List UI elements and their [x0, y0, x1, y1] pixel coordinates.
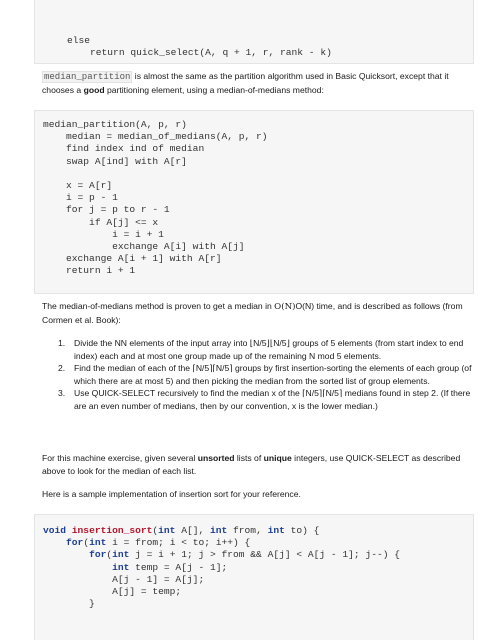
code-line: i = p - 1: [43, 192, 118, 204]
inline-code-median-partition: median_partition: [44, 72, 131, 82]
code-line: exchange A[i] with A[j]: [43, 240, 245, 252]
list-item: 1. Divide the NN elements of the input array into ⌊N/5⌋⌊N/5⌋ groups of 5 elements (from start index to end index) each and at most one group made up of the remaining N mod 5 elements.: [58, 338, 464, 361]
sample-intro: Here is a sample implementation of insertion sort for your reference.: [42, 489, 301, 499]
code-line: }: [43, 598, 95, 610]
list-item: 3. Use QUICK-SELECT recursively to find the median x of the ⌈N/5⌉⌈N/5⌉ medians found in step 2. (If there are an even number of medians, then by our convention, x is the lower median.): [58, 388, 471, 411]
code-line: if A[j] <= x: [43, 216, 159, 228]
code-line: swap A[ind] with A[r]: [43, 155, 187, 167]
code-block-quick-select-tail: [34, 0, 474, 64]
exercise-paragraph: For this machine exercise, given several unsorted lists of unique integers, use QUICK-SELECT as described above to look for the median of each list.: [42, 453, 461, 476]
math-big-o: O(N): [274, 302, 296, 312]
code-line: median_partition(A, p, r): [43, 119, 187, 130]
median-of-medians-intro: The median-of-medians method is proven to get a median in O(N)O(N) time, and is described as follows (from Cormen et al. Book):: [42, 301, 463, 325]
code-line: find index ind of median: [43, 143, 205, 155]
code-line: A[j] = temp;: [43, 585, 182, 597]
code-line: return quick_select(A, q + 1, r, rank - k): [67, 47, 332, 59]
code-line: exchange A[i + 1] with A[r]: [43, 253, 222, 265]
code-line: A[j - 1] = A[j];: [43, 573, 205, 585]
code-line: [43, 168, 473, 180]
code-line: for(int j = i + 1; j > from && A[j] < A[j - 1]; j--) {: [89, 549, 400, 561]
code-block-median-partition: [34, 110, 474, 294]
code-line: void insertion_sort(int A[], int from, int to) {: [43, 525, 320, 536]
code-line: i = i + 1: [43, 228, 164, 240]
steps-list: [42, 337, 472, 413]
median-partition-intro: median_partition is almost the same as the partition algorithm used in Basic Quicksort, except that it chooses a good partitioning element, using a median-of-medians method:: [42, 71, 449, 95]
code-line: for(int i = from; i < to; i++) {: [66, 537, 251, 549]
code-line: for j = p to r - 1: [43, 204, 170, 216]
code-line: x = A[r]: [43, 179, 113, 191]
list-item: 2. Find the median of each of the ⌈N/5⌉⌈N/5⌉ groups by first insertion-sorting the elements of each group (of which there are at most 5) and then picking the median from the sorted list of group elements.: [58, 363, 472, 386]
code-line: int temp = A[j - 1];: [112, 561, 228, 573]
code-line: else: [67, 35, 91, 46]
code-line: median = median_of_medians(A, p, r): [43, 131, 268, 143]
code-block-insertion-sort: [34, 514, 474, 640]
code-line: return i + 1: [43, 265, 136, 277]
